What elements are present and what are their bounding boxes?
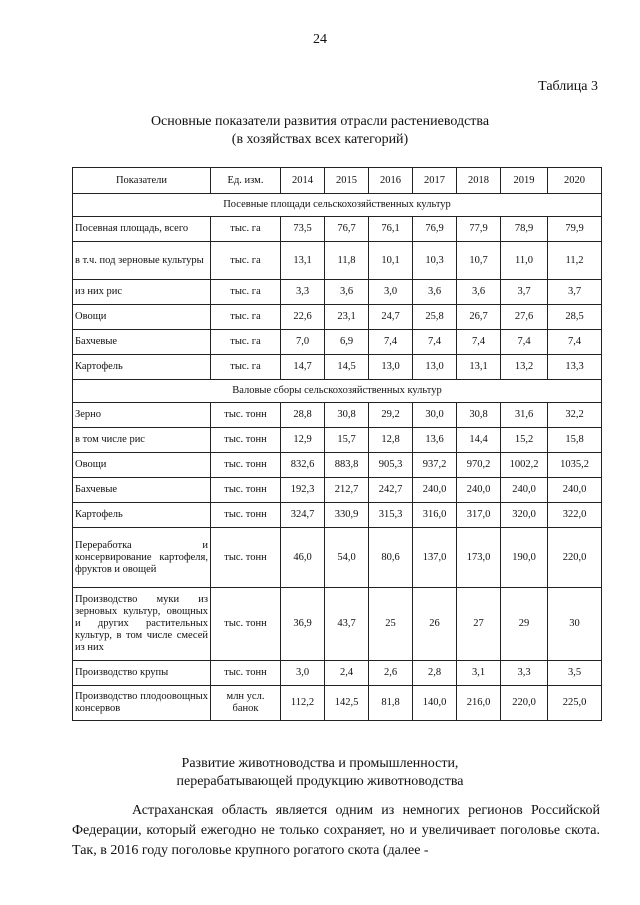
- value-cell: 3,3: [501, 661, 548, 686]
- value-cell: 320,0: [501, 503, 548, 528]
- value-cell: 46,0: [281, 528, 325, 588]
- value-cell: 29: [501, 588, 548, 661]
- header-cell: Показатели: [73, 168, 211, 194]
- value-cell: 31,6: [501, 403, 548, 428]
- value-cell: 80,6: [369, 528, 413, 588]
- value-cell: 23,1: [325, 305, 369, 330]
- value-cell: 30,8: [457, 403, 501, 428]
- value-cell: 242,7: [369, 478, 413, 503]
- indicator-name: Производство плодоовощных консервов: [73, 686, 211, 721]
- value-cell: 190,0: [501, 528, 548, 588]
- value-cell: 13,0: [369, 355, 413, 380]
- value-cell: 3,6: [457, 280, 501, 305]
- value-cell: 11,8: [325, 242, 369, 280]
- value-cell: 76,1: [369, 217, 413, 242]
- value-cell: 220,0: [501, 686, 548, 721]
- value-cell: 140,0: [413, 686, 457, 721]
- indicator-name: Картофель: [73, 503, 211, 528]
- value-cell: 216,0: [457, 686, 501, 721]
- value-cell: 36,9: [281, 588, 325, 661]
- value-cell: 3,6: [413, 280, 457, 305]
- indicator-name: Овощи: [73, 453, 211, 478]
- table-header-row: [73, 168, 602, 194]
- indicator-name: Картофель: [73, 355, 211, 380]
- value-cell: 28,5: [548, 305, 602, 330]
- unit-cell: тыс. га: [211, 330, 281, 355]
- indicator-name: Овощи: [73, 305, 211, 330]
- value-cell: 220,0: [548, 528, 602, 588]
- value-cell: 43,7: [325, 588, 369, 661]
- value-cell: 30: [548, 588, 602, 661]
- indicators-table: [72, 167, 602, 721]
- unit-cell: тыс. тонн: [211, 428, 281, 453]
- header-cell: 2019: [501, 168, 548, 194]
- indicator-name: Бахчевые: [73, 478, 211, 503]
- header-cell: 2018: [457, 168, 501, 194]
- value-cell: 25: [369, 588, 413, 661]
- value-cell: 11,2: [548, 242, 602, 280]
- value-cell: 3,7: [548, 280, 602, 305]
- value-cell: 12,8: [369, 428, 413, 453]
- value-cell: 1002,2: [501, 453, 548, 478]
- value-cell: 212,7: [325, 478, 369, 503]
- value-cell: 832,6: [281, 453, 325, 478]
- value-cell: 322,0: [548, 503, 602, 528]
- value-cell: 27: [457, 588, 501, 661]
- value-cell: 30,8: [325, 403, 369, 428]
- table-row: [73, 305, 602, 330]
- value-cell: 14,5: [325, 355, 369, 380]
- value-cell: 6,9: [325, 330, 369, 355]
- table-row: [73, 453, 602, 478]
- value-cell: 240,0: [413, 478, 457, 503]
- value-cell: 2,6: [369, 661, 413, 686]
- value-cell: 225,0: [548, 686, 602, 721]
- table-row: [73, 330, 602, 355]
- value-cell: 112,2: [281, 686, 325, 721]
- unit-cell: тыс. тонн: [211, 528, 281, 588]
- value-cell: 11,0: [501, 242, 548, 280]
- subheading-line-1: Развитие животноводства и промышленности,: [181, 756, 459, 771]
- unit-cell: тыс. га: [211, 280, 281, 305]
- value-cell: 32,2: [548, 403, 602, 428]
- indicator-name: в том числе рис: [73, 428, 211, 453]
- title-line-2: (в хозяйствах всех категорий): [231, 132, 409, 147]
- value-cell: 14,4: [457, 428, 501, 453]
- value-cell: 173,0: [457, 528, 501, 588]
- value-cell: 78,9: [501, 217, 548, 242]
- table-row: [73, 686, 602, 721]
- indicator-name: Переработка и консервирование картофеля, фруктов и овощей: [73, 528, 211, 588]
- value-cell: 54,0: [325, 528, 369, 588]
- section-row: [73, 380, 602, 403]
- header-cell: 2015: [325, 168, 369, 194]
- value-cell: 3,7: [501, 280, 548, 305]
- value-cell: 15,8: [548, 428, 602, 453]
- section-title: Посевные площади сельскохозяйственных культур: [73, 194, 602, 217]
- table-row: [73, 478, 602, 503]
- section-subheading: [0, 755, 640, 791]
- value-cell: 7,0: [281, 330, 325, 355]
- value-cell: 13,6: [413, 428, 457, 453]
- unit-cell: тыс. тонн: [211, 588, 281, 661]
- page-number: 24: [313, 32, 327, 47]
- value-cell: 3,5: [548, 661, 602, 686]
- value-cell: 7,4: [457, 330, 501, 355]
- value-cell: 316,0: [413, 503, 457, 528]
- value-cell: 13,1: [281, 242, 325, 280]
- value-cell: 7,4: [369, 330, 413, 355]
- header-cell: 2014: [281, 168, 325, 194]
- value-cell: 24,7: [369, 305, 413, 330]
- value-cell: 3,0: [281, 661, 325, 686]
- value-cell: 28,8: [281, 403, 325, 428]
- value-cell: 937,2: [413, 453, 457, 478]
- value-cell: 76,7: [325, 217, 369, 242]
- value-cell: 10,3: [413, 242, 457, 280]
- indicator-name: Производство крупы: [73, 661, 211, 686]
- indicator-name: Посевная площадь, всего: [73, 217, 211, 242]
- header-cell: 2017: [413, 168, 457, 194]
- subheading-line-2: перерабатывающей продукцию животноводства: [176, 774, 464, 789]
- value-cell: 142,5: [325, 686, 369, 721]
- value-cell: 905,3: [369, 453, 413, 478]
- table-row: [73, 355, 602, 380]
- unit-cell: тыс. тонн: [211, 478, 281, 503]
- value-cell: 324,7: [281, 503, 325, 528]
- value-cell: 317,0: [457, 503, 501, 528]
- table-label: Таблица 3: [538, 79, 598, 94]
- value-cell: 15,2: [501, 428, 548, 453]
- body-paragraph: Астраханская область является одним из немногих регионов Российской Федерации, который ежегодно не только сохраняет, но и увеличивает поголовье скота. Так, в 2016 году поголовье крупного рогатого скота (далее -: [72, 803, 600, 858]
- value-cell: 3,6: [325, 280, 369, 305]
- value-cell: 1035,2: [548, 453, 602, 478]
- value-cell: 137,0: [413, 528, 457, 588]
- unit-cell: тыс. га: [211, 217, 281, 242]
- value-cell: 30,0: [413, 403, 457, 428]
- value-cell: 14,7: [281, 355, 325, 380]
- value-cell: 13,3: [548, 355, 602, 380]
- value-cell: 7,4: [501, 330, 548, 355]
- unit-cell: тыс. тонн: [211, 453, 281, 478]
- value-cell: 81,8: [369, 686, 413, 721]
- unit-cell: тыс. тонн: [211, 661, 281, 686]
- unit-cell: тыс. га: [211, 242, 281, 280]
- value-cell: 240,0: [501, 478, 548, 503]
- table-row: [73, 503, 602, 528]
- value-cell: 315,3: [369, 503, 413, 528]
- value-cell: 29,2: [369, 403, 413, 428]
- value-cell: 27,6: [501, 305, 548, 330]
- section-row: [73, 194, 602, 217]
- table-title: [0, 113, 640, 149]
- indicator-name: в т.ч. под зерновые культуры: [73, 242, 211, 280]
- unit-cell: тыс. тонн: [211, 403, 281, 428]
- table-row: [73, 403, 602, 428]
- value-cell: 26: [413, 588, 457, 661]
- value-cell: 10,1: [369, 242, 413, 280]
- header-cell: 2016: [369, 168, 413, 194]
- value-cell: 883,8: [325, 453, 369, 478]
- table-row: [73, 528, 602, 588]
- unit-cell: тыс. тонн: [211, 503, 281, 528]
- value-cell: 12,9: [281, 428, 325, 453]
- value-cell: 3,3: [281, 280, 325, 305]
- indicator-name: Зерно: [73, 403, 211, 428]
- value-cell: 2,8: [413, 661, 457, 686]
- value-cell: 240,0: [548, 478, 602, 503]
- table-row: [73, 242, 602, 280]
- value-cell: 26,7: [457, 305, 501, 330]
- value-cell: 7,4: [548, 330, 602, 355]
- value-cell: 25,8: [413, 305, 457, 330]
- value-cell: 13,0: [413, 355, 457, 380]
- table-row: [73, 280, 602, 305]
- value-cell: 13,1: [457, 355, 501, 380]
- table-row: [73, 217, 602, 242]
- indicator-name: Бахчевые: [73, 330, 211, 355]
- table-row: [73, 661, 602, 686]
- value-cell: 3,1: [457, 661, 501, 686]
- indicator-name: из них рис: [73, 280, 211, 305]
- value-cell: 73,5: [281, 217, 325, 242]
- unit-cell: тыс. га: [211, 355, 281, 380]
- unit-cell: млн усл. банок: [211, 686, 281, 721]
- value-cell: 79,9: [548, 217, 602, 242]
- value-cell: 240,0: [457, 478, 501, 503]
- table-row: [73, 588, 602, 661]
- value-cell: 13,2: [501, 355, 548, 380]
- value-cell: 3,0: [369, 280, 413, 305]
- indicator-name: Производство муки из зерновых культур, овощных и других растительных культур, в том числе смесей из них: [73, 588, 211, 661]
- unit-cell: тыс. га: [211, 305, 281, 330]
- value-cell: 76,9: [413, 217, 457, 242]
- title-line-1: Основные показатели развития отрасли растениеводства: [150, 114, 490, 129]
- value-cell: 2,4: [325, 661, 369, 686]
- value-cell: 970,2: [457, 453, 501, 478]
- header-cell: 2020: [548, 168, 602, 194]
- value-cell: 10,7: [457, 242, 501, 280]
- value-cell: 77,9: [457, 217, 501, 242]
- header-cell: Ед. изм.: [211, 168, 281, 194]
- value-cell: 330,9: [325, 503, 369, 528]
- value-cell: 22,6: [281, 305, 325, 330]
- value-cell: 192,3: [281, 478, 325, 503]
- section-title: Валовые сборы сельскохозяйственных культур: [73, 380, 602, 403]
- value-cell: 7,4: [413, 330, 457, 355]
- value-cell: 15,7: [325, 428, 369, 453]
- table-row: [73, 428, 602, 453]
